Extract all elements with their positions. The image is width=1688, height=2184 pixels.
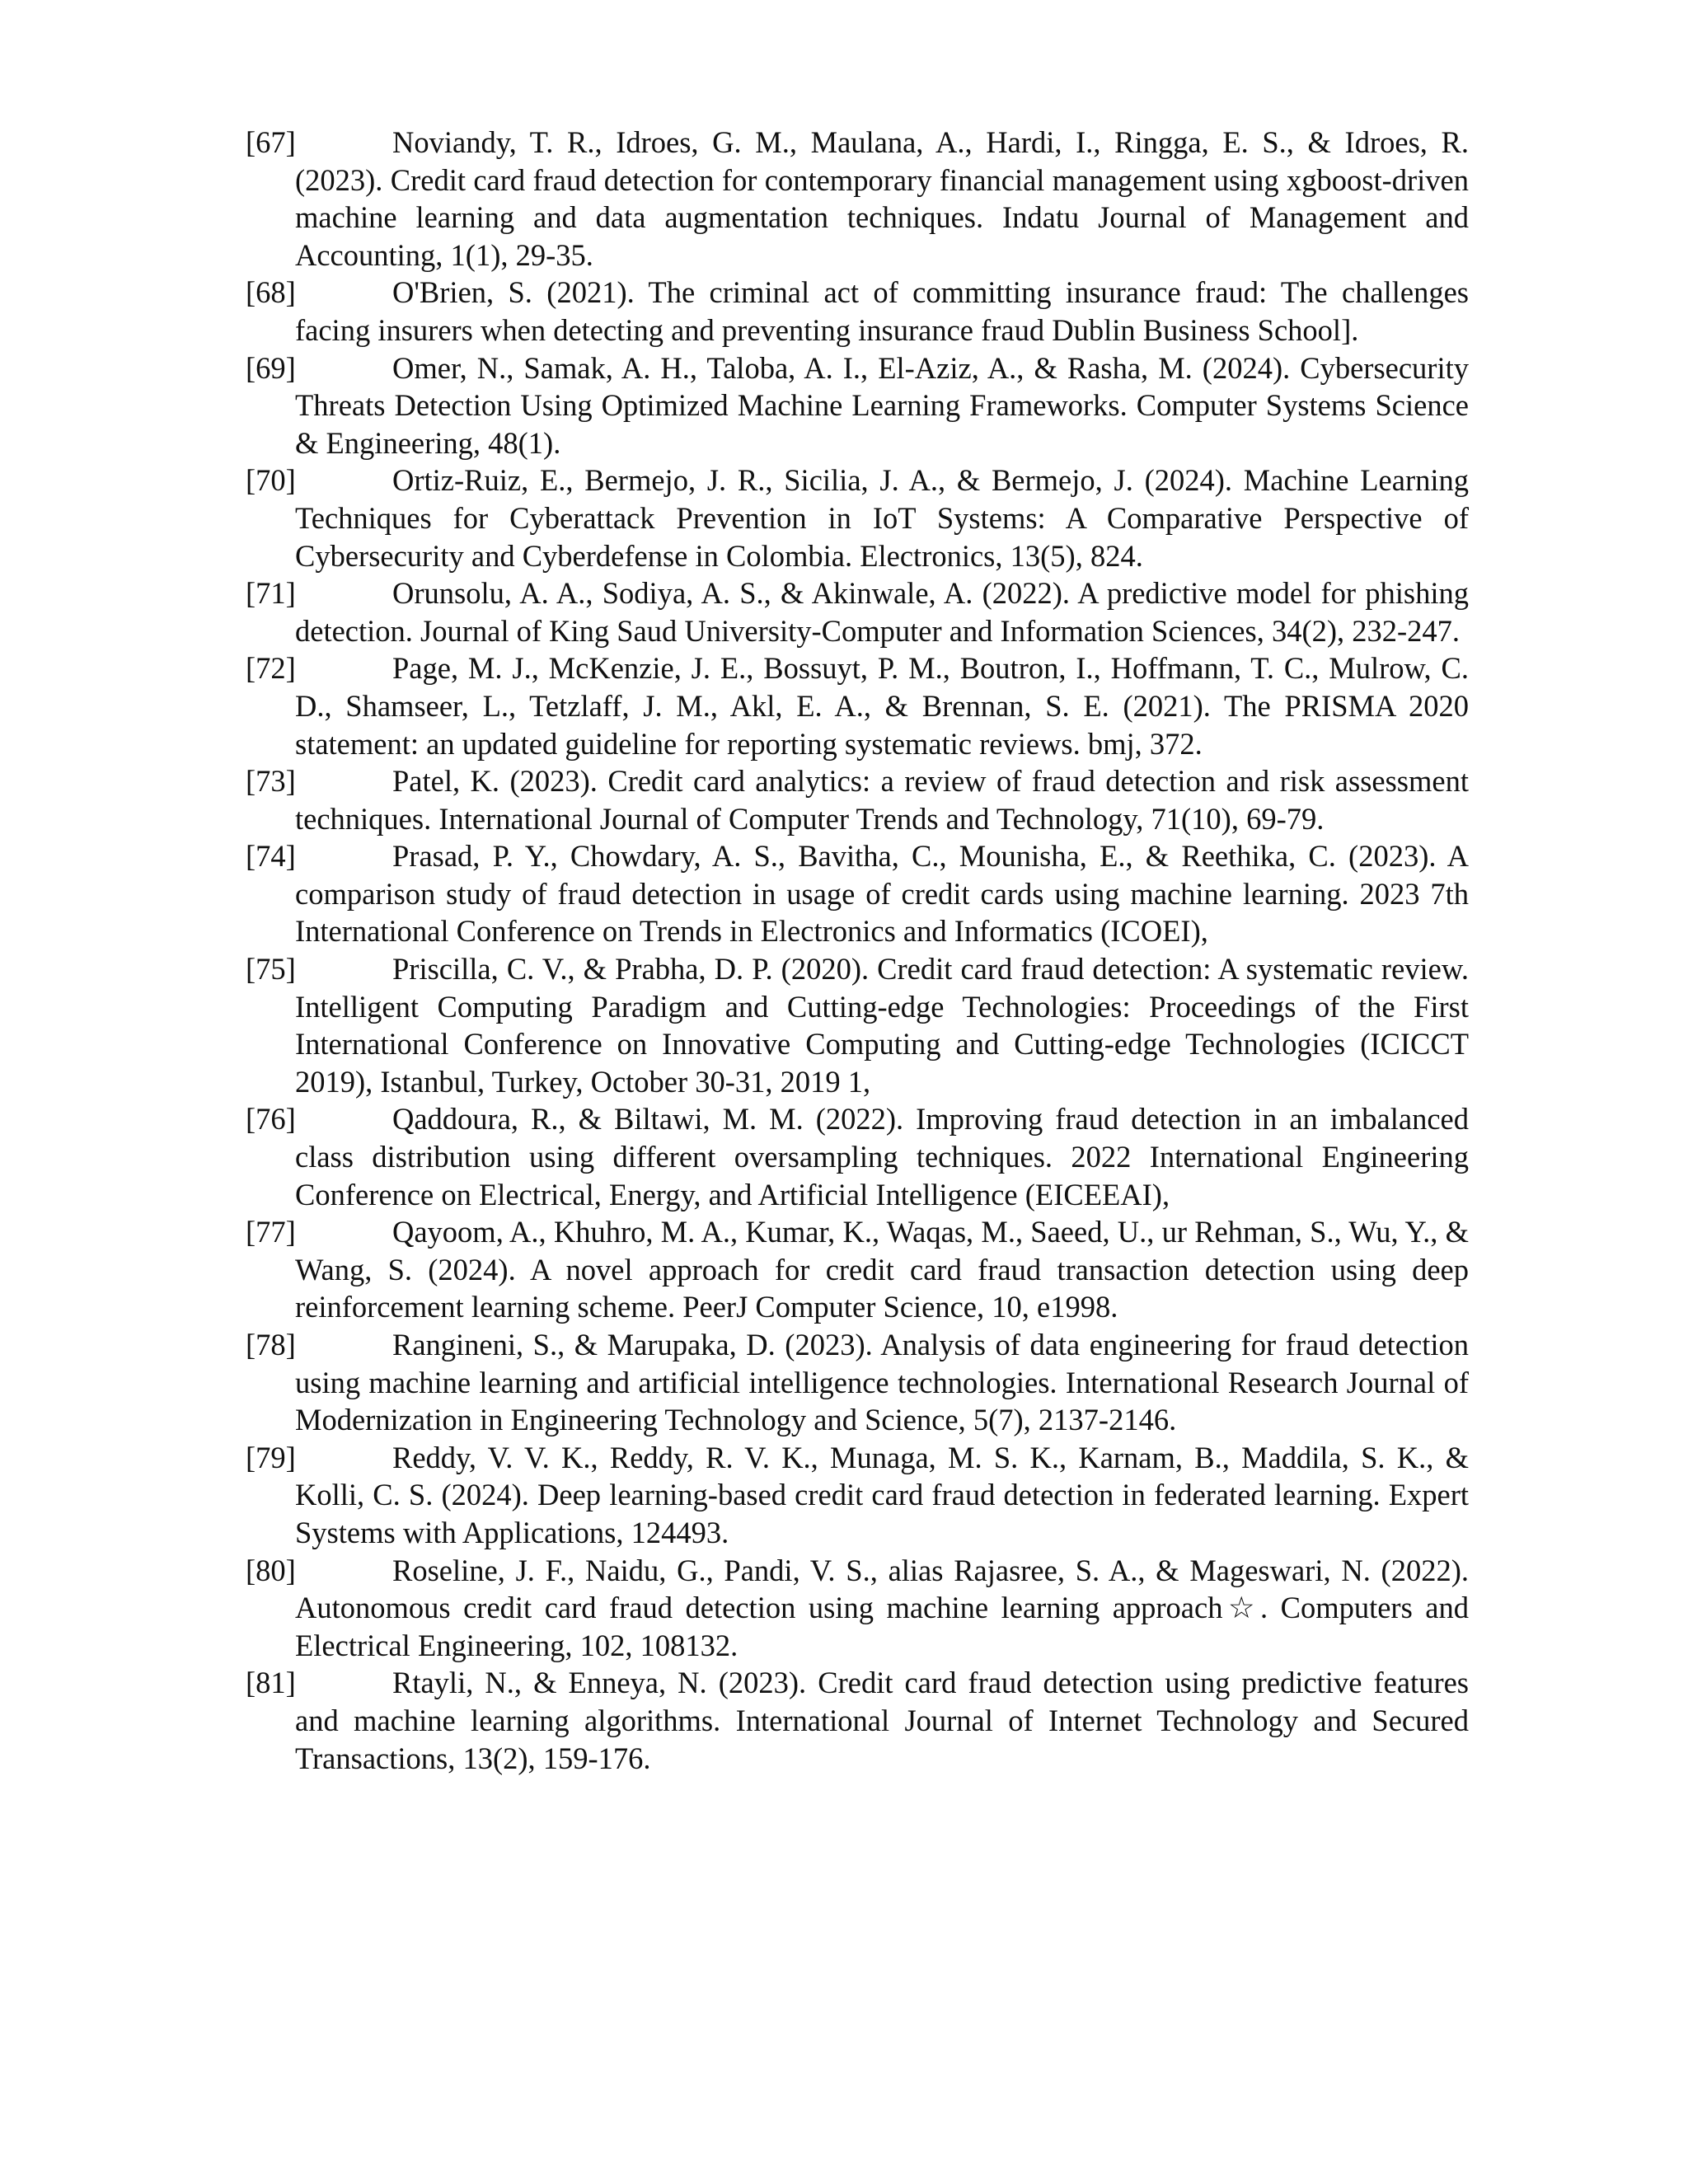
reference-text: Qaddoura, R., & Biltawi, M. M. (2022). Improving fraud detection in an imbalanced class distribution using different oversampling techniques. 2022 International Engineering Conference on Electrical, Energy, and Artificial Intelligence (EICEEAI), <box>295 1102 1469 1212</box>
reference-text: O'Brien, S. (2021). The criminal act of committing insurance fraud: The challenges facing insurers when detecting and preventing insurance fraud Dublin Business School]. <box>295 275 1469 347</box>
reference-item <box>246 1213 1469 1326</box>
reference-text: Omer, N., Samak, A. H., Taloba, A. I., El-Aziz, A., & Rasha, M. (2024). Cybersecurity Threats Detection Using Optimized Machine Learning Frameworks. Computer Systems Science & Engineering, 48(1). <box>295 350 1469 460</box>
reference-number: [77] <box>246 1215 296 1249</box>
reference-number: [81] <box>246 1666 296 1700</box>
reference-text: Patel, K. (2023). Credit card analytics: a review of fraud detection and risk assessment techniques. International Journal of Computer Trends and Technology, 71(10), 69-79. <box>295 764 1469 836</box>
reference-number: [78] <box>246 1328 296 1361</box>
reference-number: [76] <box>246 1102 296 1137</box>
reference-text: Noviandy, T. R., Idroes, G. M., Maulana, A., Hardi, I., Ringga, E. S., & Idroes, R. (2023). Credit card fraud detection for contemporary financial management using xgboost-driven machine learning and data augmentation techniques. Indatu Journal of Management and Accounting, 1(1), 29-35. <box>295 125 1469 272</box>
reference-text: Priscilla, C. V., & Prabha, D. P. (2020). Credit card fraud detection: A systematic review. Intelligent Computing Paradigm and Cutting-edge Technologies: Proceedings of the First International Conference on Innovative Computing and Cutting-edge Technologies (ICICCT 2019), Istanbul, Turkey, October 30-31, 2019 1, <box>295 952 1469 1099</box>
reference-number: [74] <box>246 839 296 874</box>
reference-number: [72] <box>246 651 296 686</box>
reference-number: [75] <box>246 952 296 987</box>
reference-number: [68] <box>246 275 296 310</box>
reference-text: Qayoom, A., Khuhro, M. A., Kumar, K., Waqas, M., Saeed, U., ur Rehman, S., Wu, Y., & Wang, S. (2024). A novel approach for credit card fraud transaction detection using deep reinforcement learning scheme. PeerJ Computer Science, 10, e1998. <box>295 1215 1469 1324</box>
reference-item <box>246 837 1469 950</box>
reference-item <box>246 1100 1469 1213</box>
reference-number: [70] <box>246 463 296 498</box>
reference-item <box>246 349 1469 462</box>
reference-number: [67] <box>246 125 296 159</box>
reference-item <box>246 1664 1469 1777</box>
reference-item <box>246 649 1469 762</box>
reference-number: [79] <box>246 1440 296 1474</box>
reference-item <box>246 1326 1469 1439</box>
reference-item <box>246 950 1469 1100</box>
reference-list <box>246 124 1469 1777</box>
reference-text: Orunsolu, A. A., Sodiya, A. S., & Akinwale, A. (2022). A predictive model for phishing detection. Journal of King Saud University-Computer and Information Sciences, 34(2), 232-247. <box>295 576 1469 648</box>
reference-number: [73] <box>246 764 296 799</box>
reference-text: Reddy, V. V. K., Reddy, R. V. K., Munaga, M. S. K., Karnam, B., Maddila, S. K., & Kolli, C. S. (2024). Deep learning-based credit card fraud detection in federated learning. Expert Systems with Applications, 124493. <box>295 1440 1469 1549</box>
reference-item <box>246 462 1469 574</box>
reference-text: Rangineni, S., & Marupaka, D. (2023). Analysis of data engineering for fraud detection using machine learning and artificial intelligence technologies. International Research Journal of Modernization in Engineering Technology and Science, 5(7), 2137-2146. <box>295 1328 1469 1437</box>
reference-number: [71] <box>246 576 296 611</box>
reference-item <box>246 762 1469 837</box>
reference-item <box>246 1439 1469 1552</box>
reference-number: [69] <box>246 350 296 385</box>
reference-text: Ortiz-Ruiz, E., Bermejo, J. R., Sicilia, J. A., & Bermejo, J. (2024). Machine Learning Techniques for Cyberattack Prevention in IoT Systems: A Comparative Perspective of Cybersecurity and Cyberdefense in Colombia. Electronics, 13(5), 824. <box>295 463 1469 573</box>
reference-item <box>246 1552 1469 1665</box>
reference-item <box>246 574 1469 649</box>
reference-text: Prasad, P. Y., Chowdary, A. S., Bavitha, C., Mounisha, E., & Reethika, C. (2023). A comparison study of fraud detection in usage of credit cards using machine learning. 2023 7th International Conference on Trends in Electronics and Informatics (ICOEI), <box>295 839 1469 949</box>
reference-number: [80] <box>246 1553 296 1587</box>
reference-text: Page, M. J., McKenzie, J. E., Bossuyt, P. M., Boutron, I., Hoffmann, T. C., Mulrow, C. D., Shamseer, L., Tetzlaff, J. M., Akl, E. A., & Brennan, S. E. (2021). The PRISMA 2020 statement: an updated guideline for reporting systematic reviews. bmj, 372. <box>295 651 1469 761</box>
reference-text: Roseline, J. F., Naidu, G., Pandi, V. S., alias Rajasree, S. A., & Mageswari, N. (2022). Autonomous credit card fraud detection using machine learning approach☆. Computers and Electrical Engineering, 102, 108132. <box>295 1553 1469 1662</box>
reference-item <box>246 274 1469 349</box>
reference-text: Rtayli, N., & Enneya, N. (2023). Credit card fraud detection using predictive features and machine learning algorithms. International Journal of Internet Technology and Secured Transactions, 13(2), 159-176. <box>295 1666 1469 1775</box>
reference-item <box>246 124 1469 274</box>
